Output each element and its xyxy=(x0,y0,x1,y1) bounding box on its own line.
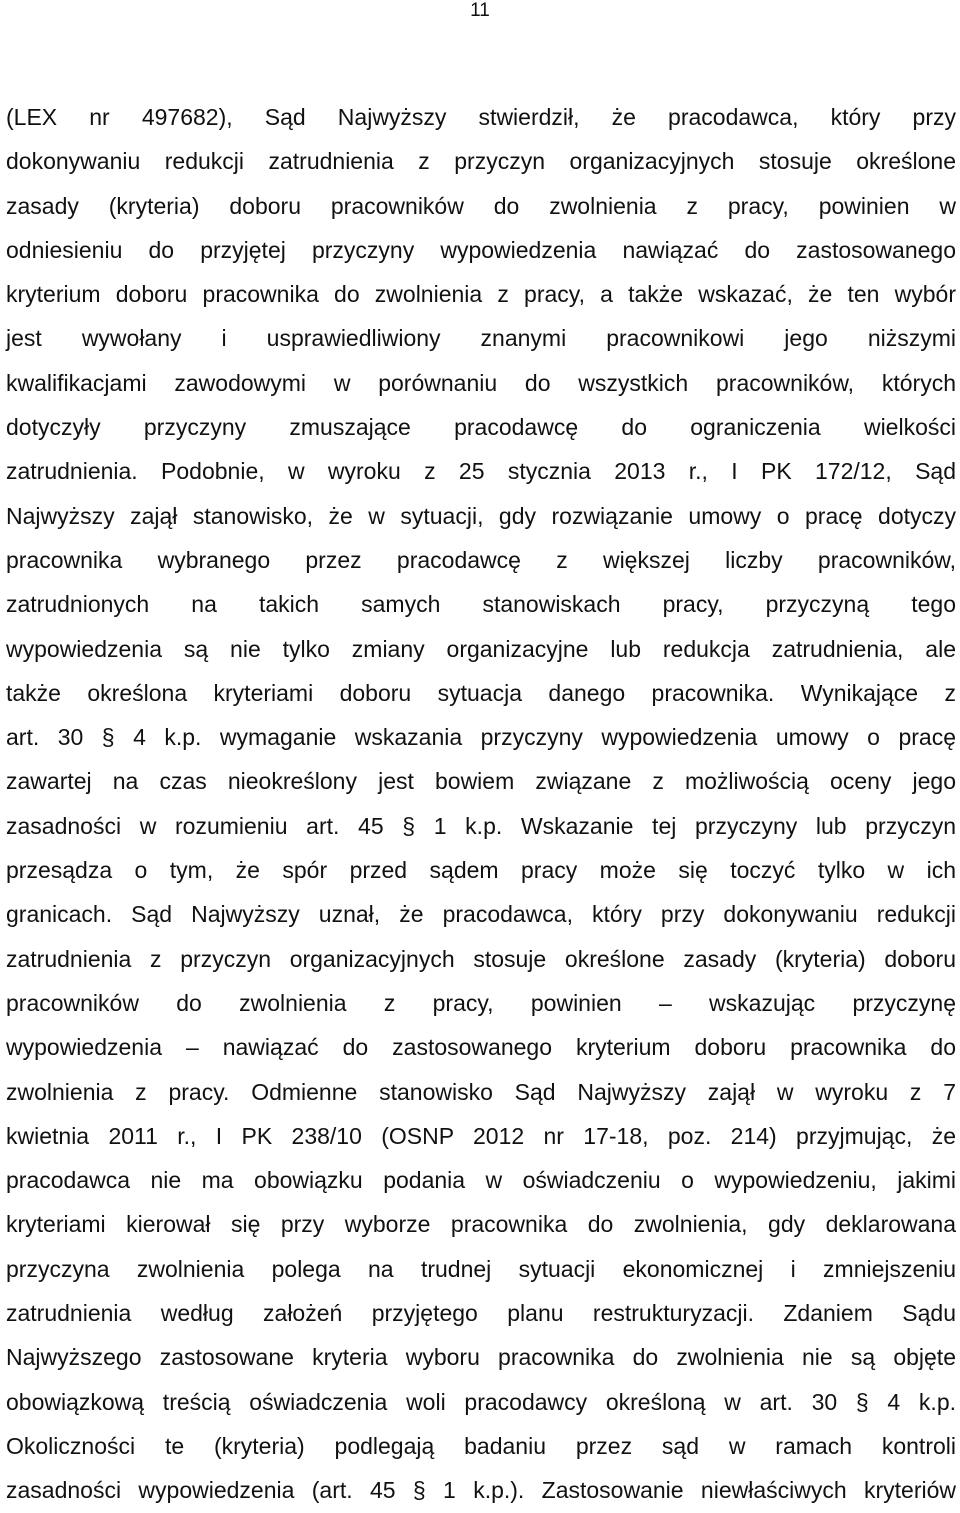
text-line: zwolnienia z pracy. Odmienne stanowisko Sąd Najwyższy zajął w wyroku z 7 xyxy=(6,1078,956,1105)
text-line: jest wywołany i usprawiedliwiony znanymi pracownikowi jego niższymi xyxy=(6,325,956,352)
text-line: zatrudnienia z przyczyn organizacyjnych stosuje określone zasady (kryteria) doboru xyxy=(6,945,956,972)
text-line: kwalifikacjami zawodowymi w porównaniu do wszystkich pracowników, których xyxy=(6,369,956,396)
text-line: obowiązkową treścią oświadczenia woli pracodawcy określoną w art. 30 § 4 k.p. xyxy=(6,1388,956,1415)
text-line: Okoliczności te (kryteria) podlegają badaniu przez sąd w ramach kontroli xyxy=(6,1432,956,1459)
text-line: Najwyższy zajął stanowisko, że w sytuacji, gdy rozwiązanie umowy o pracę dotyczy xyxy=(6,502,956,529)
text-line: granicach. Sąd Najwyższy uznał, że pracodawca, który przy dokonywaniu redukcji xyxy=(6,901,956,928)
text-line: pracowników do zwolnienia z pracy, powinien – wskazując przyczynę xyxy=(6,989,956,1016)
text-line: kryterium doboru pracownika do zwolnienia z pracy, a także wskazać, że ten wybór xyxy=(6,281,956,308)
text-line: odniesieniu do przyjętej przyczyny wypowiedzenia nawiązać do zastosowanego xyxy=(6,236,956,263)
text-line: pracodawca nie ma obowiązku podania w oświadczeniu o wypowiedzeniu, jakimi xyxy=(6,1167,956,1194)
text-line: przesądza o tym, że spór przed sądem pracy może się toczyć tylko w ich xyxy=(6,857,956,884)
text-line: dotyczyły przyczyny zmuszające pracodawcę do ograniczenia wielkości xyxy=(6,414,956,441)
text-line: przyczyna zwolnienia polega na trudnej sytuacji ekonomicznej i zmniejszeniu xyxy=(6,1255,956,1282)
text-line: dokonywaniu redukcji zatrudnienia z przyczyn organizacyjnych stosuje określone xyxy=(6,148,956,175)
text-line: kryteriami kierował się przy wyborze pracownika do zwolnienia, gdy deklarowana xyxy=(6,1211,956,1238)
text-line: wypowiedzenia – nawiązać do zastosowanego kryterium doboru pracownika do xyxy=(6,1034,956,1061)
text-line: art. 30 § 4 k.p. wymaganie wskazania przyczyny wypowiedzenia umowy o pracę xyxy=(6,724,956,751)
text-line: zawartej na czas nieokreślony jest bowiem związane z możliwością oceny jego xyxy=(6,768,956,795)
text-line: Najwyższego zastosowane kryteria wyboru pracownika do zwolnienia nie są objęte xyxy=(6,1344,956,1371)
text-line: wypowiedzenia są nie tylko zmiany organizacyjne lub redukcja zatrudnienia, ale xyxy=(6,635,956,662)
text-line: także określona kryteriami doboru sytuacja danego pracownika. Wynikające z xyxy=(6,679,956,706)
text-line: zasady (kryteria) doboru pracowników do zwolnienia z pracy, powinien w xyxy=(6,192,956,219)
text-line: zatrudnienia. Podobnie, w wyroku z 25 stycznia 2013 r., I PK 172/12, Sąd xyxy=(6,458,956,485)
text-line: zatrudnionych na takich samych stanowiskach pracy, przyczyną tego xyxy=(6,591,956,618)
document-body xyxy=(6,95,956,1513)
text-line: zasadności w rozumieniu art. 45 § 1 k.p. Wskazanie tej przyczyny lub przyczyn xyxy=(6,812,956,839)
text-line: kwietnia 2011 r., I PK 238/10 (OSNP 2012 nr 17-18, poz. 214) przyjmując, że xyxy=(6,1122,956,1149)
text-line: zatrudnienia według założeń przyjętego planu restrukturyzacji. Zdaniem Sądu xyxy=(6,1300,956,1327)
text-line: (LEX nr 497682), Sąd Najwyższy stwierdził, że pracodawca, który przy xyxy=(6,104,956,130)
text-line: zasadności wypowiedzenia (art. 45 § 1 k.p.). Zastosowanie niewłaściwych kryteriów xyxy=(6,1477,956,1504)
page-number: 11 xyxy=(470,0,490,21)
text-line: pracownika wybranego przez pracodawcę z większej liczby pracowników, xyxy=(6,546,956,573)
